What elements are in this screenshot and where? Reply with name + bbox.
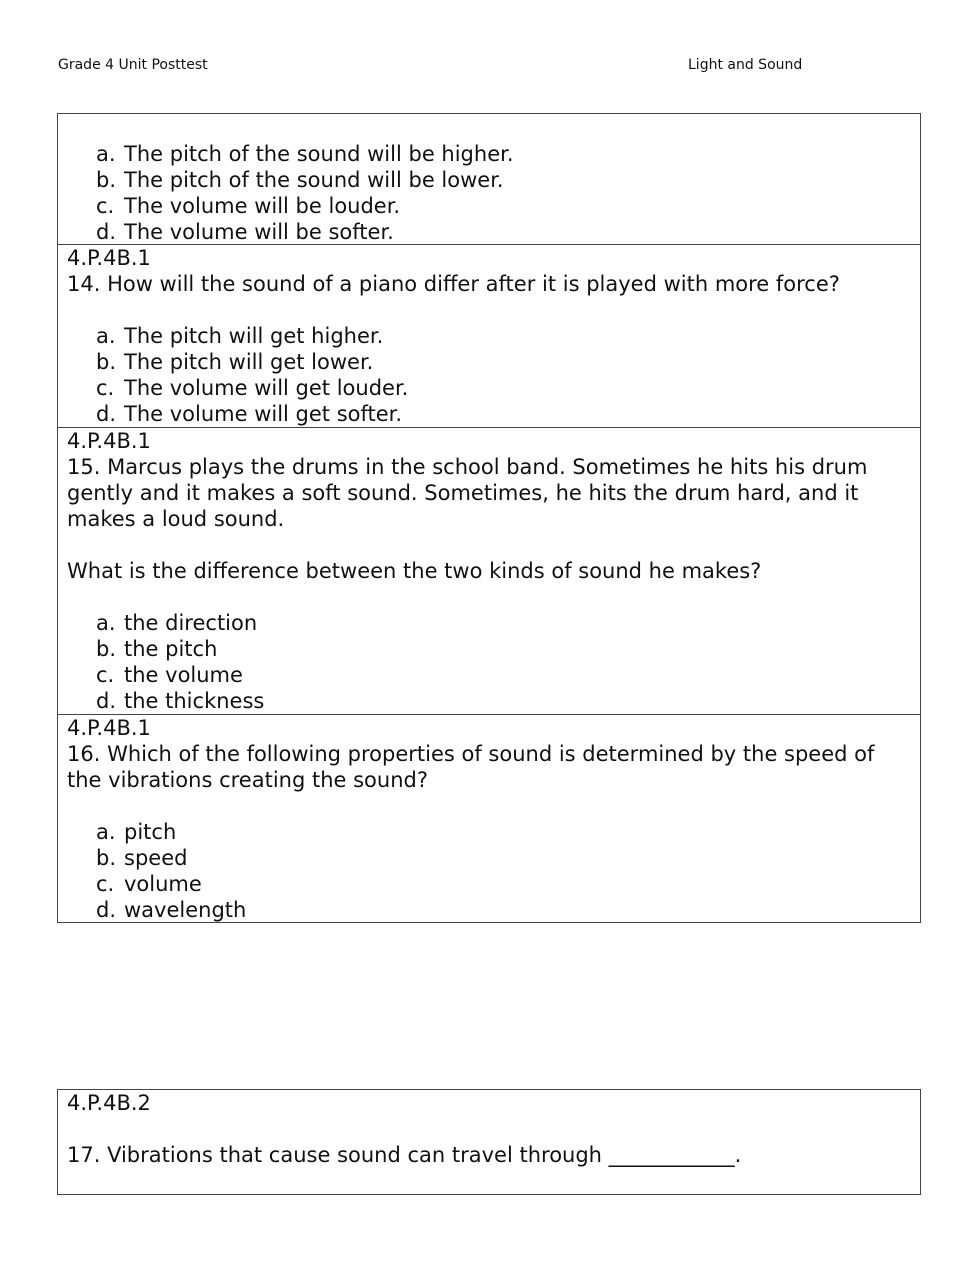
question-15-cell (58, 427, 920, 714)
question-17-table (57, 1089, 921, 1195)
question-text: 16. Which of the following properties of sound is determined by the speed of the vibrations creating the sound? (67, 742, 875, 792)
question-17-cell (58, 1090, 920, 1194)
option: c. the volume (96, 663, 243, 687)
header-left: Grade 4 Unit Posttest (58, 57, 208, 73)
option: d. The volume will get softer. (96, 402, 403, 426)
standard-code: 4.P.4B.1 (67, 429, 151, 453)
standard-code: 4.P.4B.1 (67, 716, 151, 740)
option: a. pitch (96, 820, 177, 844)
question-14-cell (58, 244, 920, 427)
header-right: Light and Sound (688, 57, 803, 73)
option: d. the thickness (96, 689, 265, 713)
q14-options (67, 323, 910, 427)
option: b. the pitch (96, 637, 218, 661)
question-text: 17. Vibrations that cause sound can travel through ____________. (67, 1143, 742, 1167)
option: a. The pitch of the sound will be higher. (96, 142, 514, 166)
question-text: 15. Marcus plays the drums in the school band. Sometimes he hits his drum gently and it makes a soft sound. Sometimes, he hits the drum hard, and it makes a loud sound. (67, 455, 868, 531)
option: b. The pitch of the sound will be lower. (96, 168, 504, 192)
option: a. The pitch will get higher. (96, 324, 384, 348)
option: a. the direction (96, 611, 258, 635)
q15-options (67, 610, 910, 714)
question-16-cell (58, 714, 920, 922)
question-13-cell (58, 114, 920, 244)
standard-code: 4.P.4B.2 (67, 1091, 151, 1115)
standard-code: 4.P.4B.1 (67, 246, 151, 270)
question-table (57, 113, 921, 923)
question-text: 14. How will the sound of a piano differ after it is played with more force? (67, 272, 840, 296)
option: d. The volume will be softer. (96, 220, 394, 244)
option: b. The pitch will get lower. (96, 350, 374, 374)
question-prompt: What is the difference between the two kinds of sound he makes? (67, 559, 762, 583)
option: c. The volume will be louder. (96, 194, 401, 218)
option: d. wavelength (96, 898, 247, 922)
option: b. speed (96, 846, 188, 870)
option: c. The volume will get louder. (96, 376, 409, 400)
q13-options (67, 141, 910, 245)
q16-options (67, 819, 910, 923)
option: c. volume (96, 872, 202, 896)
